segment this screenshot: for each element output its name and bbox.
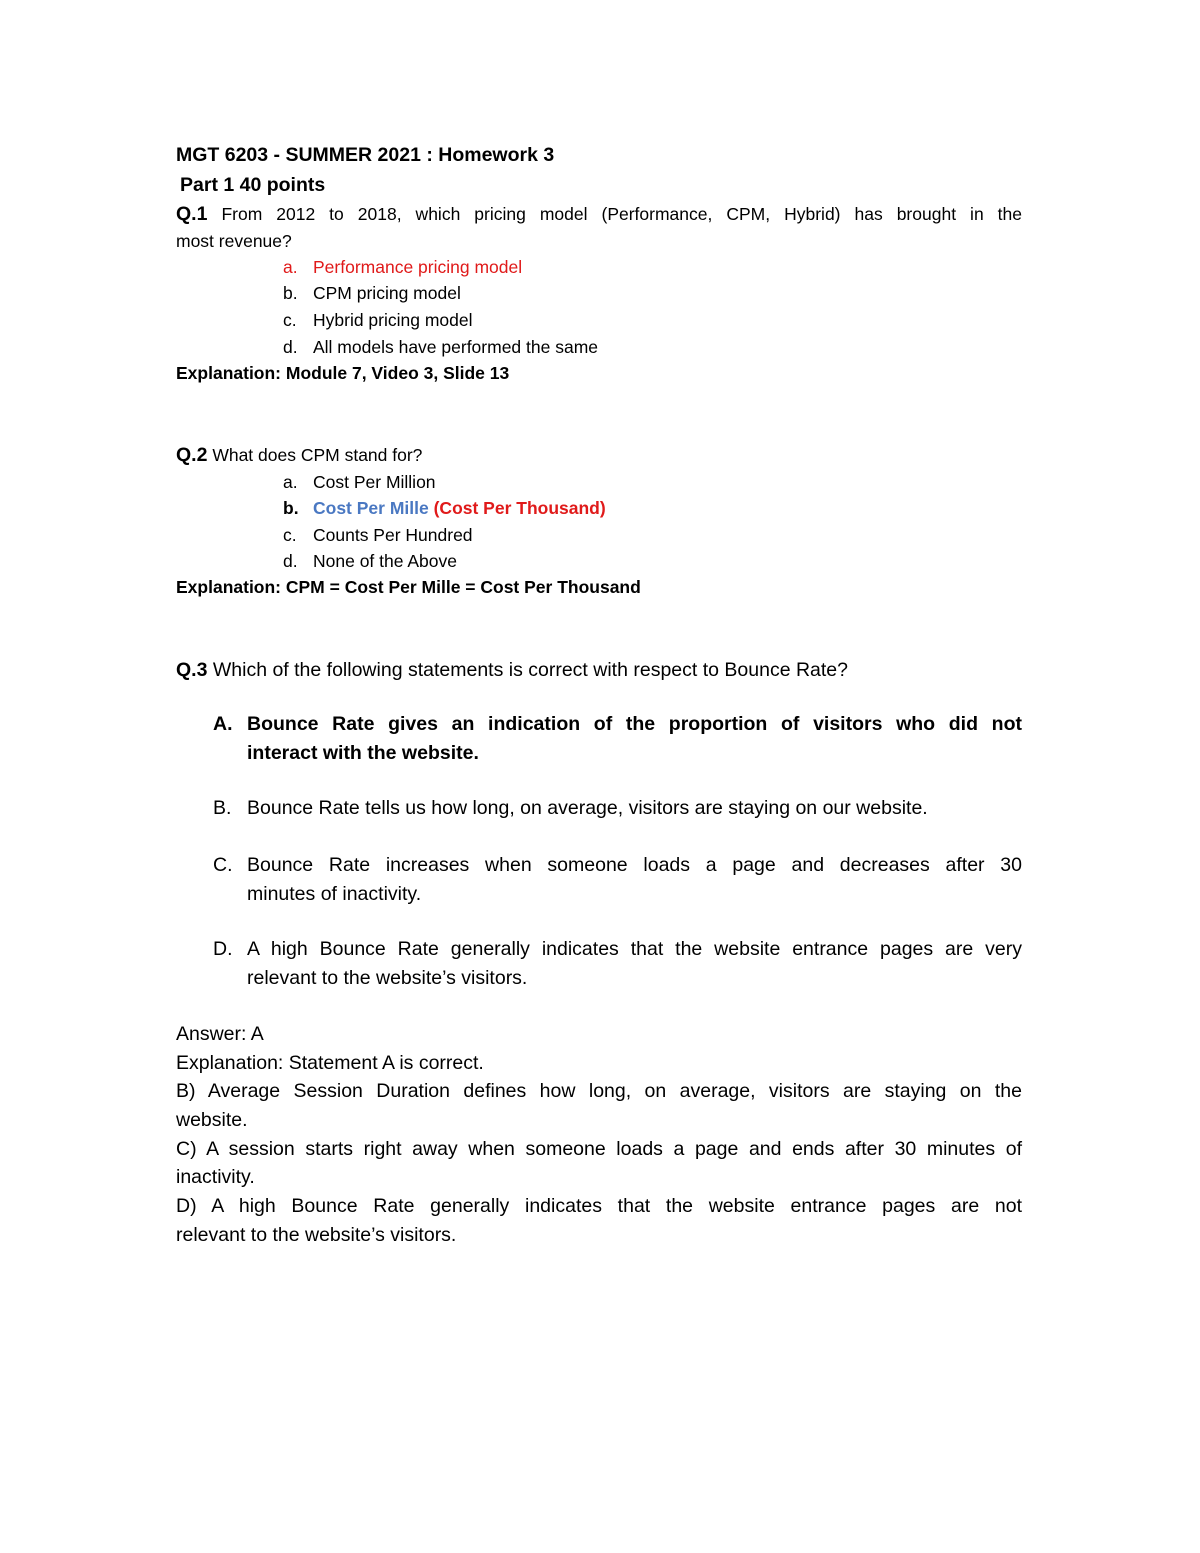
q3-explanation-c-line2: inactivity. bbox=[176, 1166, 255, 1188]
q2-line: Q.2 What does CPM stand for? bbox=[176, 444, 423, 466]
q3-option-b-letter: B. bbox=[213, 797, 232, 819]
q3-explanation-b-line2: website. bbox=[176, 1109, 248, 1131]
q2-number: Q.2 bbox=[176, 444, 208, 466]
q1-line2: most revenue? bbox=[176, 231, 292, 251]
q2-explanation: Explanation: CPM = Cost Per Mille = Cost Per Thousand bbox=[176, 577, 641, 597]
q3-explanation-b-line1: B) Average Session Duration defines how long, on average, visitors are staying on the bbox=[176, 1080, 1022, 1102]
q2-option-d: d. None of the Above bbox=[283, 551, 457, 571]
q3-option-c-line2: minutes of inactivity. bbox=[247, 883, 422, 905]
q3-line: Q.3 Which of the following statements is correct with respect to Bounce Rate? bbox=[176, 659, 848, 681]
q3-option-d-letter: D. bbox=[213, 938, 233, 960]
q3-explanation-title: Explanation: Statement A is correct. bbox=[176, 1052, 484, 1074]
q3-option-c-letter: C. bbox=[213, 854, 233, 876]
q1-option-d: d. All models have performed the same bbox=[283, 337, 598, 357]
q3-option-a-line2: interact with the website. bbox=[247, 742, 479, 764]
q3-option-a-letter: A. bbox=[213, 713, 233, 735]
q3-answer: Answer: A bbox=[176, 1023, 264, 1045]
doc-title: MGT 6203 - SUMMER 2021 : Homework 3 bbox=[176, 144, 555, 166]
q1-option-a: a. Performance pricing model bbox=[283, 257, 523, 277]
q1-explanation: Explanation: Module 7, Video 3, Slide 13 bbox=[176, 363, 510, 383]
q2-option-a: a. Cost Per Million bbox=[283, 472, 436, 492]
q3-number: Q.3 bbox=[176, 659, 208, 681]
q3-option-d-line1: A high Bounce Rate generally indicates that the website entrance pages are very bbox=[247, 938, 1022, 960]
q3-explanation-d-line1: D) A high Bounce Rate generally indicates that the website entrance pages are not bbox=[176, 1195, 1022, 1217]
q1-number: Q.1 bbox=[176, 203, 208, 225]
q3-option-c-line1: Bounce Rate increases when someone loads a page and decreases after 30 bbox=[247, 854, 1022, 876]
q3-option-b-line1: Bounce Rate tells us how long, on average, visitors are staying on our website. bbox=[247, 797, 928, 819]
q1-option-b: b. CPM pricing model bbox=[283, 283, 461, 303]
q2-option-c: c. Counts Per Hundred bbox=[283, 525, 473, 545]
q3-option-a-line1: Bounce Rate gives an indication of the proportion of visitors who did not bbox=[247, 713, 1022, 735]
q1-option-c: c. Hybrid pricing model bbox=[283, 310, 473, 330]
q2-option-b: b. Cost Per Mille (Cost Per Thousand) bbox=[283, 498, 606, 518]
q1-line1: Q.1 From 2012 to 2018, which pricing model (Performance, CPM, Hybrid) has brought in the bbox=[176, 203, 1022, 225]
q3-explanation-d-line2: relevant to the website’s visitors. bbox=[176, 1224, 457, 1246]
q3-option-d-line2: relevant to the website’s visitors. bbox=[247, 967, 528, 989]
part-heading: Part 1 40 points bbox=[180, 174, 326, 196]
q3-explanation-c-line1: C) A session starts right away when someone loads a page and ends after 30 minutes of bbox=[176, 1138, 1022, 1160]
